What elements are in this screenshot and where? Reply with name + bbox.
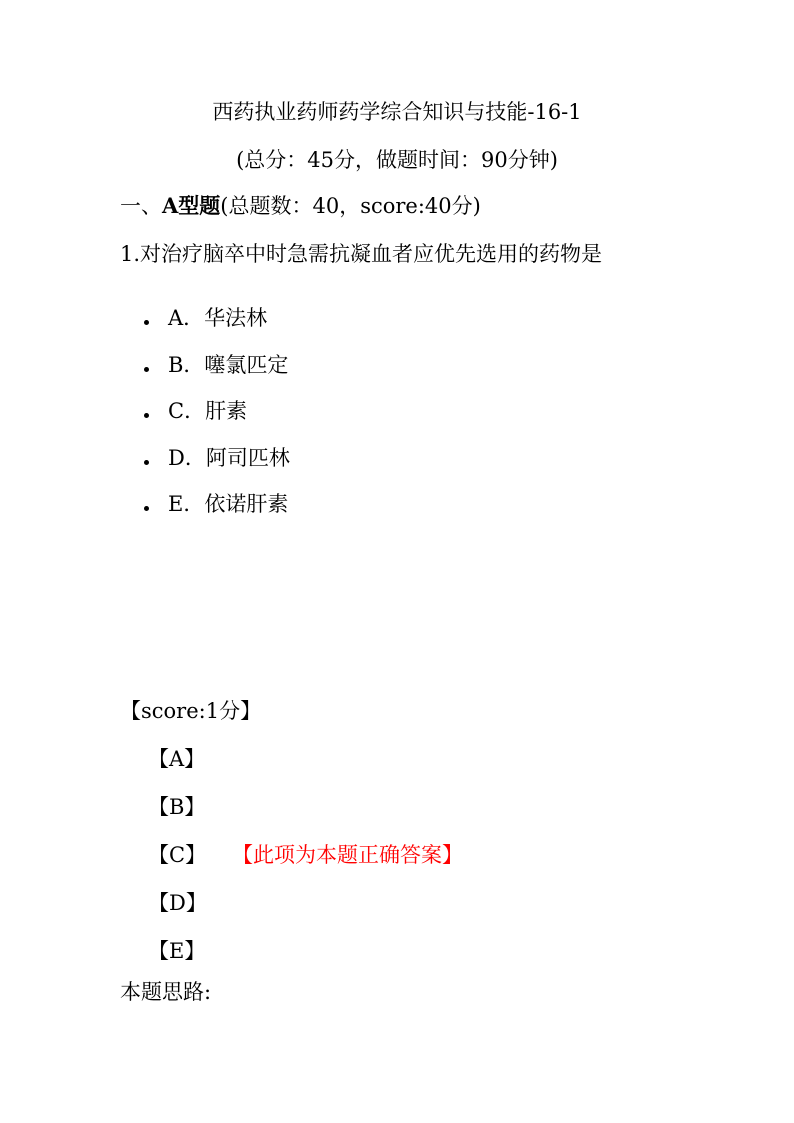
exam-subtitle: (总分：45分，做题时间：90分钟) — [236, 148, 558, 172]
bullet-icon — [144, 320, 149, 325]
score-label: 【score:1分】 — [120, 699, 262, 723]
answer-label: 【B】 — [148, 795, 206, 819]
option-item — [140, 444, 290, 491]
option-label: B．噻氯匹定 — [168, 352, 289, 377]
option-label: D．阿司匹林 — [168, 445, 290, 470]
solution-idea-label: 本题思路: — [120, 980, 212, 1004]
answer-item — [148, 793, 207, 841]
option-label: A．华法林 — [168, 306, 268, 330]
answer-item — [148, 889, 207, 937]
answer-label: 【E】 — [148, 939, 206, 963]
section-meta: (总题数：40，score:40分) — [220, 194, 481, 218]
answer-label: 【C】 — [148, 843, 207, 867]
answer-item — [148, 745, 207, 793]
correct-answer-note: 【此项为本题正确答案】 — [232, 843, 463, 867]
option-item — [140, 490, 290, 537]
answer-label: 【D】 — [148, 891, 207, 915]
question-text: 1.对治疗脑卒中时急需抗凝血者应优先选用的药物是 — [120, 242, 603, 266]
answer-item — [148, 841, 463, 889]
option-label: C．肝素 — [168, 399, 248, 423]
answer-label: 【A】 — [148, 747, 206, 771]
bullet-icon — [144, 460, 149, 465]
bullet-icon — [144, 506, 149, 511]
exam-title: 西药执业药师药学综合知识与技能-16-1 — [212, 100, 582, 124]
bullet-icon — [144, 367, 149, 372]
option-item — [140, 304, 290, 351]
section-type-label: A型题 — [162, 193, 221, 218]
section-heading — [120, 192, 481, 220]
option-label: E．依诺肝素 — [168, 492, 289, 516]
option-item — [140, 351, 290, 398]
option-list — [140, 304, 290, 537]
section-prefix: 一、 — [120, 194, 162, 218]
option-item — [140, 397, 290, 444]
answer-list — [148, 745, 463, 985]
bullet-icon — [144, 413, 149, 418]
